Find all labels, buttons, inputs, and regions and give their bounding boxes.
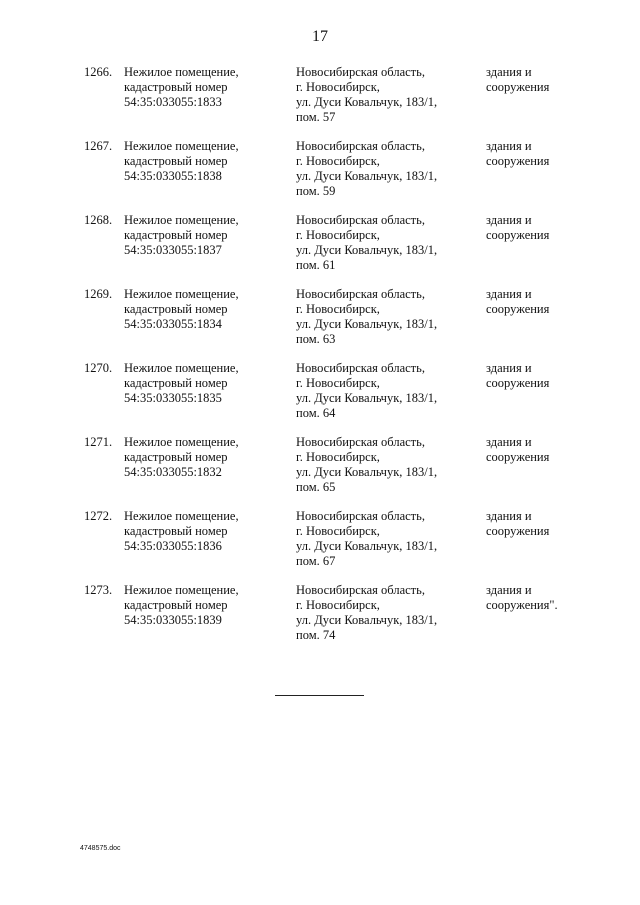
category-line: сооружения [486,228,550,242]
entry-description [124,509,239,554]
address-line: Новосибирская область, [296,509,425,523]
entry-description [124,435,239,480]
page-number: 17 [312,28,328,45]
address-line: г. Новосибирск, [296,228,380,242]
entry-number: 1266. [84,65,113,79]
description-line: Нежилое помещение, [124,287,239,301]
description-line: 54:35:033055:1837 [124,243,222,257]
address-line: пом. 61 [296,258,336,272]
entry-number: 1273. [84,583,113,597]
category-line: здания и [486,213,532,227]
list-item [0,213,640,287]
description-line: кадастровый номер [124,376,228,390]
entry-description [124,213,239,258]
category-line: здания и [486,139,532,153]
list-item [0,287,640,361]
address-line: пом. 67 [296,554,336,568]
address-line: Новосибирская область, [296,139,425,153]
category-line: здания и [486,65,532,79]
address-line: г. Новосибирск, [296,154,380,168]
closing-divider [275,695,364,696]
address-line: ул. Дуси Ковальчук, 183/1, [296,243,438,257]
category-line: сооружения [486,80,550,94]
address-line: г. Новосибирск, [296,450,380,464]
entry-category [486,287,549,317]
entry-address [296,361,437,421]
address-line: ул. Дуси Ковальчук, 183/1, [296,391,438,405]
entry-category [486,435,549,465]
description-line: 54:35:033055:1838 [124,169,222,183]
description-line: кадастровый номер [124,450,228,464]
category-line: сооружения". [486,598,558,612]
description-line: Нежилое помещение, [124,435,239,449]
address-line: ул. Дуси Ковальчук, 183/1, [296,169,438,183]
category-line: здания и [486,361,532,375]
category-line: сооружения [486,376,550,390]
address-line: Новосибирская область, [296,435,425,449]
entry-description [124,583,239,628]
entry-address [296,287,437,347]
entry-description [124,361,239,406]
entry-list [0,65,640,657]
category-line: сооружения [486,450,550,464]
entry-number: 1272. [84,509,113,523]
address-line: Новосибирская область, [296,65,425,79]
address-line: пом. 65 [296,480,336,494]
description-line: кадастровый номер [124,598,228,612]
entry-address [296,583,437,643]
description-line: кадастровый номер [124,228,228,242]
description-line: 54:35:033055:1834 [124,317,222,331]
list-item [0,509,640,583]
list-item [0,435,640,509]
entry-address [296,435,437,495]
category-line: сооружения [486,154,550,168]
address-line: пом. 63 [296,332,336,346]
address-line: пом. 59 [296,184,336,198]
entry-number: 1268. [84,213,113,227]
entry-description [124,139,239,184]
description-line: кадастровый номер [124,80,228,94]
description-line: Нежилое помещение, [124,65,239,79]
address-line: ул. Дуси Ковальчук, 183/1, [296,613,438,627]
file-reference: 4748575.doc [80,845,121,852]
address-line: г. Новосибирск, [296,376,380,390]
description-line: 54:35:033055:1835 [124,391,222,405]
address-line: пом. 74 [296,628,336,642]
description-line: Нежилое помещение, [124,139,239,153]
entry-number: 1271. [84,435,113,449]
address-line: ул. Дуси Ковальчук, 183/1, [296,539,438,553]
description-line: 54:35:033055:1839 [124,613,222,627]
address-line: Новосибирская область, [296,213,425,227]
description-line: 54:35:033055:1833 [124,95,222,109]
entry-category [486,361,549,391]
description-line: 54:35:033055:1836 [124,539,222,553]
list-item [0,361,640,435]
address-line: ул. Дуси Ковальчук, 183/1, [296,465,438,479]
entry-number: 1269. [84,287,113,301]
list-item [0,65,640,139]
address-line: пом. 64 [296,406,336,420]
description-line: Нежилое помещение, [124,361,239,375]
entry-category [486,213,549,243]
entry-description [124,287,239,332]
category-line: здания и [486,509,532,523]
entry-number: 1270. [84,361,113,375]
description-line: кадастровый номер [124,524,228,538]
category-line: здания и [486,435,532,449]
address-line: пом. 57 [296,110,336,124]
entry-category [486,583,558,613]
entry-category [486,509,549,539]
entry-address [296,65,437,125]
list-item [0,139,640,213]
description-line: Нежилое помещение, [124,509,239,523]
description-line: кадастровый номер [124,154,228,168]
category-line: сооружения [486,302,550,316]
list-item [0,583,640,657]
description-line: кадастровый номер [124,302,228,316]
entry-address [296,139,437,199]
entry-address [296,213,437,273]
address-line: г. Новосибирск, [296,80,380,94]
address-line: г. Новосибирск, [296,598,380,612]
address-line: г. Новосибирск, [296,524,380,538]
description-line: Нежилое помещение, [124,583,239,597]
address-line: ул. Дуси Ковальчук, 183/1, [296,317,438,331]
address-line: Новосибирская область, [296,583,425,597]
address-line: Новосибирская область, [296,361,425,375]
address-line: г. Новосибирск, [296,302,380,316]
address-line: ул. Дуси Ковальчук, 183/1, [296,95,438,109]
description-line: Нежилое помещение, [124,213,239,227]
category-line: сооружения [486,524,550,538]
category-line: здания и [486,583,532,597]
category-line: здания и [486,287,532,301]
entry-category [486,65,549,95]
address-line: Новосибирская область, [296,287,425,301]
entry-description [124,65,239,110]
entry-number: 1267. [84,139,113,153]
entry-address [296,509,437,569]
description-line: 54:35:033055:1832 [124,465,222,479]
entry-category [486,139,549,169]
